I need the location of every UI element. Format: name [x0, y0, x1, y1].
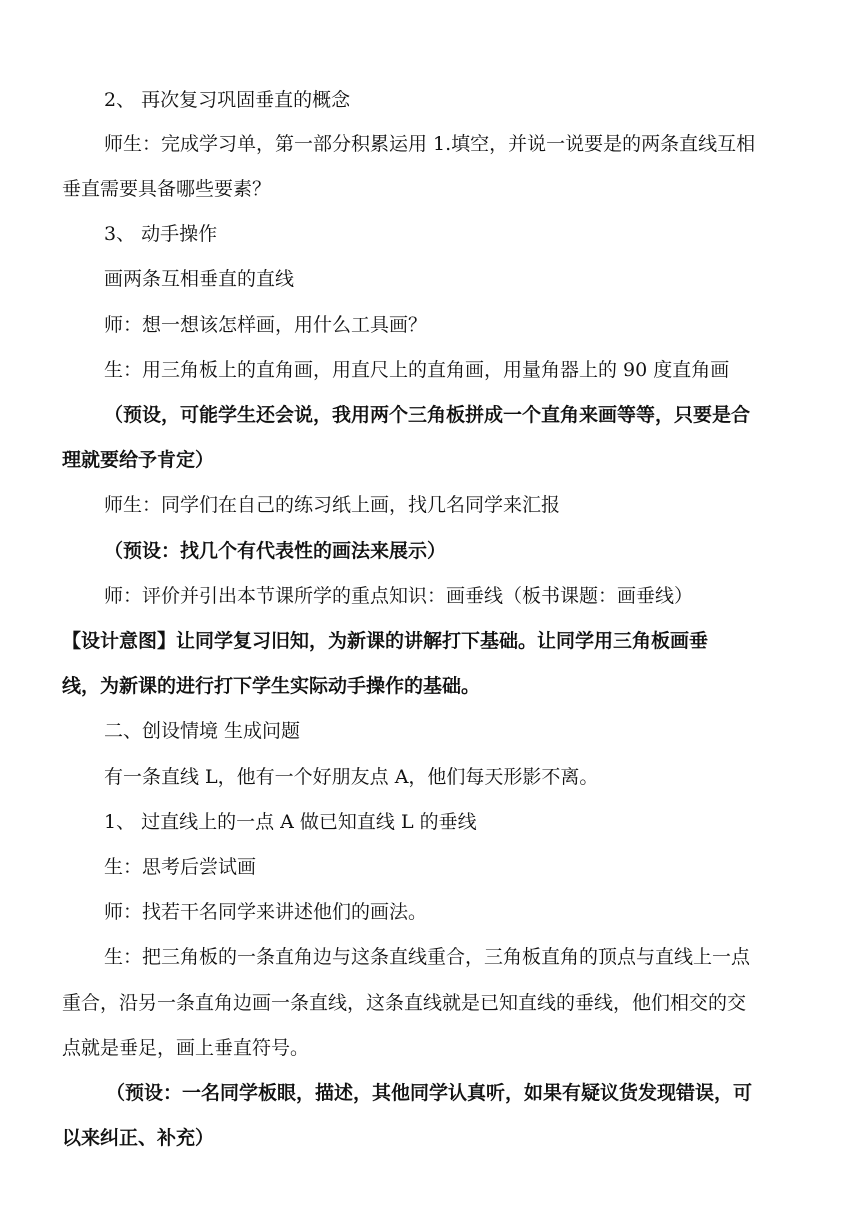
paragraph-worksheet-fill: 师生：完成学习单，第一部分积累运用 1.填空，并说一说要是的两条直线互相 — [104, 133, 756, 155]
paragraph-student-method-cont-1: 重合，沿另一条直角边画一条直线，这条直线就是已知直线的垂线，他们相交的交 — [62, 992, 747, 1014]
paragraph-student-method-cont-2: 点就是垂足，画上垂直符号。 — [62, 1037, 310, 1059]
paragraph-draw-two-lines: 画两条互相垂直的直线 — [104, 268, 295, 290]
paragraph-preset-3: （预设：一名同学板眼，描述，其他同学认真听，如果有疑议货发现错误，可 — [106, 1082, 753, 1104]
paragraph-teacher-question: 师：想一想该怎样画，用什么工具画？ — [104, 314, 428, 336]
paragraph-design-intent: 【设计意图】让同学复习旧知，为新课的讲解打下基础。让同学用三角板画垂 — [62, 630, 709, 652]
paragraph-preset-3-cont: 以来纠正、补充） — [62, 1127, 215, 1149]
paragraph-design-intent-cont: 线，为新课的进行打下学生实际动手操作的基础。 — [62, 675, 481, 697]
paragraph-review-perpendicular: 2、 再次复习巩固垂直的概念 — [104, 89, 351, 111]
paragraph-preset-1-cont: 理就要给予肯定） — [62, 449, 215, 471]
paragraph-teacher-ask-methods: 师：找若干名同学来讲述他们的画法。 — [104, 901, 428, 923]
paragraph-teacher-evaluate: 师：评价并引出本节课所学的重点知识：画垂线（板书课题：画垂线） — [104, 585, 694, 607]
paragraph-preset-2: （预设：找几个有代表性的画法来展示） — [104, 540, 447, 562]
paragraph-worksheet-fill-cont: 垂直需要具备哪些要素？ — [62, 178, 272, 200]
section-heading-scenario: 二、创设情境 生成问题 — [104, 720, 301, 742]
paragraph-student-try: 生：思考后尝试画 — [104, 856, 257, 878]
paragraph-practice-report: 师生：同学们在自己的练习纸上画，找几名同学来汇报 — [104, 494, 561, 516]
paragraph-student-answer: 生：用三角板上的直角画，用直尺上的直角画，用量角器上的 90 度直角画 — [104, 359, 730, 381]
paragraph-story-line-l: 有一条直线 L，他有一个好朋友点 A，他们每天形影不离。 — [104, 766, 599, 788]
paragraph-step-1: 1、 过直线上的一点 A 做已知直线 L 的垂线 — [104, 811, 477, 833]
paragraph-preset-1: （预设，可能学生还会说，我用两个三角板拼成一个直角来画等等，只要是合 — [104, 404, 751, 426]
paragraph-hands-on: 3、 动手操作 — [104, 223, 218, 245]
paragraph-student-method: 生：把三角板的一条直角边与这条直线重合，三角板直角的顶点与直线上一点 — [104, 946, 751, 968]
